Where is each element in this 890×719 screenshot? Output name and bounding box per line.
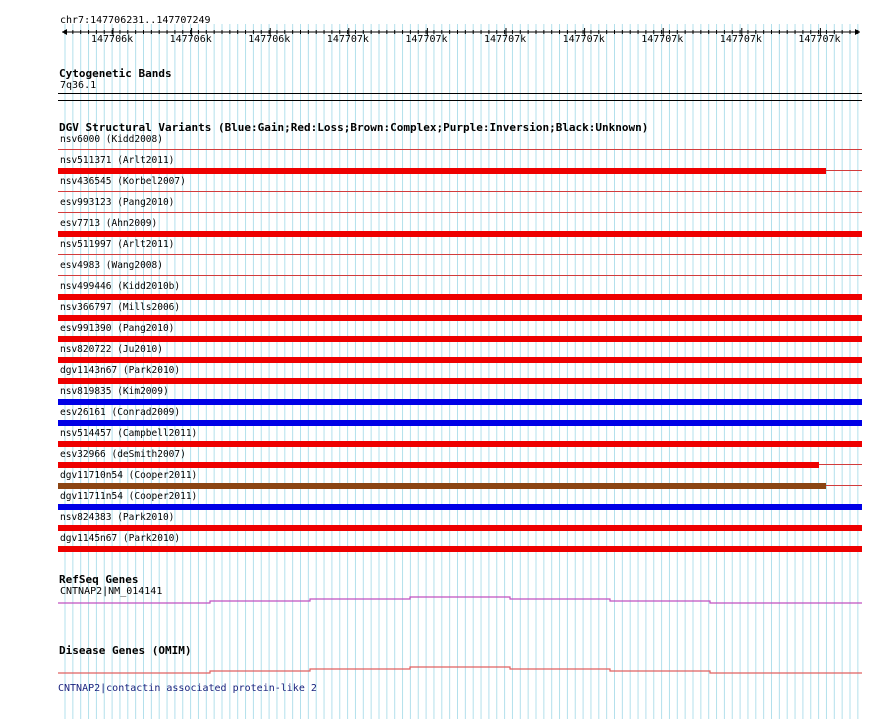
variant-row-separator <box>58 212 862 213</box>
ruler-tick-label: 147707k <box>405 34 448 45</box>
variant-label[interactable]: esv4983 (Wang2008) <box>60 260 163 271</box>
dgv-structural-variants-title: DGV Structural Variants (Blue:Gain;Red:Loss;Brown:Complex;Purple:Inversion;Black:Unknown) <box>59 121 649 134</box>
variant-bar-loss[interactable] <box>58 462 819 468</box>
cytogenetic-band-line-top <box>58 93 862 94</box>
variant-label[interactable]: esv993123 (Pang2010) <box>60 197 175 208</box>
variant-bar-loss[interactable] <box>58 336 862 342</box>
variant-label[interactable]: nsv820722 (Ju2010) <box>60 344 163 355</box>
variant-label[interactable]: nsv6000 (Kidd2008) <box>60 134 163 145</box>
variant-bar-loss[interactable] <box>58 525 862 531</box>
variant-label[interactable]: nsv511371 (Arlt2011) <box>60 155 175 166</box>
cytogenetic-band-line-bottom <box>58 100 862 101</box>
cytogenetic-band-label[interactable]: 7q36.1 <box>60 80 97 91</box>
variant-row-separator <box>58 149 862 150</box>
variant-row-separator <box>58 254 862 255</box>
variant-label[interactable]: esv26161 (Conrad2009) <box>60 407 181 418</box>
ruler-tick-label: 147707k <box>719 34 762 45</box>
omim-gene-feature[interactable] <box>0 666 890 676</box>
variant-label[interactable]: esv32966 (deSmith2007) <box>60 449 186 460</box>
variant-label[interactable]: nsv511997 (Arlt2011) <box>60 239 175 250</box>
variant-label[interactable]: dgv11710n54 (Cooper2011) <box>60 470 198 481</box>
variant-label[interactable]: nsv514457 (Campbell2011) <box>60 428 198 439</box>
disease-genes-omim-title: Disease Genes (OMIM) <box>59 644 192 657</box>
refseq-genes-title: RefSeq Genes <box>59 573 139 586</box>
variant-bar-gain[interactable] <box>58 399 862 405</box>
variant-bar-gain[interactable] <box>58 504 862 510</box>
variant-label[interactable]: dgv11711n54 (Cooper2011) <box>60 491 198 502</box>
ruler-tick-label: 147706k <box>169 34 212 45</box>
variant-bar-complex[interactable] <box>58 483 826 489</box>
ruler-tick-label: 147707k <box>798 34 841 45</box>
ruler-tick-label: 147707k <box>326 34 369 45</box>
variant-label[interactable]: nsv436545 (Korbel2007) <box>60 176 186 187</box>
omim-gene-line[interactable] <box>58 667 862 673</box>
refseq-gene-feature[interactable] <box>0 596 890 606</box>
variant-label[interactable]: nsv819835 (Kim2009) <box>60 386 169 397</box>
variant-bar-loss[interactable] <box>58 231 862 237</box>
variant-label[interactable]: esv991390 (Pang2010) <box>60 323 175 334</box>
variant-bar-loss[interactable] <box>58 294 862 300</box>
locus-label: chr7:147706231..147707249 <box>60 15 211 26</box>
variant-label[interactable]: nsv366797 (Mills2006) <box>60 302 181 313</box>
variant-bar-loss[interactable] <box>58 546 862 552</box>
variant-bar-loss[interactable] <box>58 168 826 174</box>
cytogenetic-bands-title: Cytogenetic Bands <box>59 67 172 80</box>
ruler-tick-label: 147706k <box>248 34 291 45</box>
variant-row-separator <box>58 191 862 192</box>
ruler-tick-label: 147707k <box>484 34 527 45</box>
refseq-gene-label[interactable]: CNTNAP2|NM_014141 <box>60 586 163 597</box>
variant-label[interactable]: nsv499446 (Kidd2010b) <box>60 281 181 292</box>
variant-row-separator <box>58 275 862 276</box>
refseq-gene-line[interactable] <box>58 597 862 603</box>
variant-label[interactable]: dgv1143n67 (Park2010) <box>60 365 181 376</box>
variant-label[interactable]: nsv824383 (Park2010) <box>60 512 175 523</box>
ruler-tick-label: 147707k <box>641 34 684 45</box>
variant-label[interactable]: dgv1145n67 (Park2010) <box>60 533 181 544</box>
ruler-tick-label: 147706k <box>91 34 134 45</box>
variant-bar-loss[interactable] <box>58 315 862 321</box>
variant-bar-loss[interactable] <box>58 357 862 363</box>
ruler-tick-label: 147707k <box>562 34 605 45</box>
variant-bar-gain[interactable] <box>58 420 862 426</box>
omim-gene-label[interactable]: CNTNAP2|contactin associated protein-like 2 <box>58 683 317 694</box>
variant-bar-loss[interactable] <box>58 441 862 447</box>
variant-bar-loss[interactable] <box>58 378 862 384</box>
variant-label[interactable]: esv7713 (Ahn2009) <box>60 218 158 229</box>
